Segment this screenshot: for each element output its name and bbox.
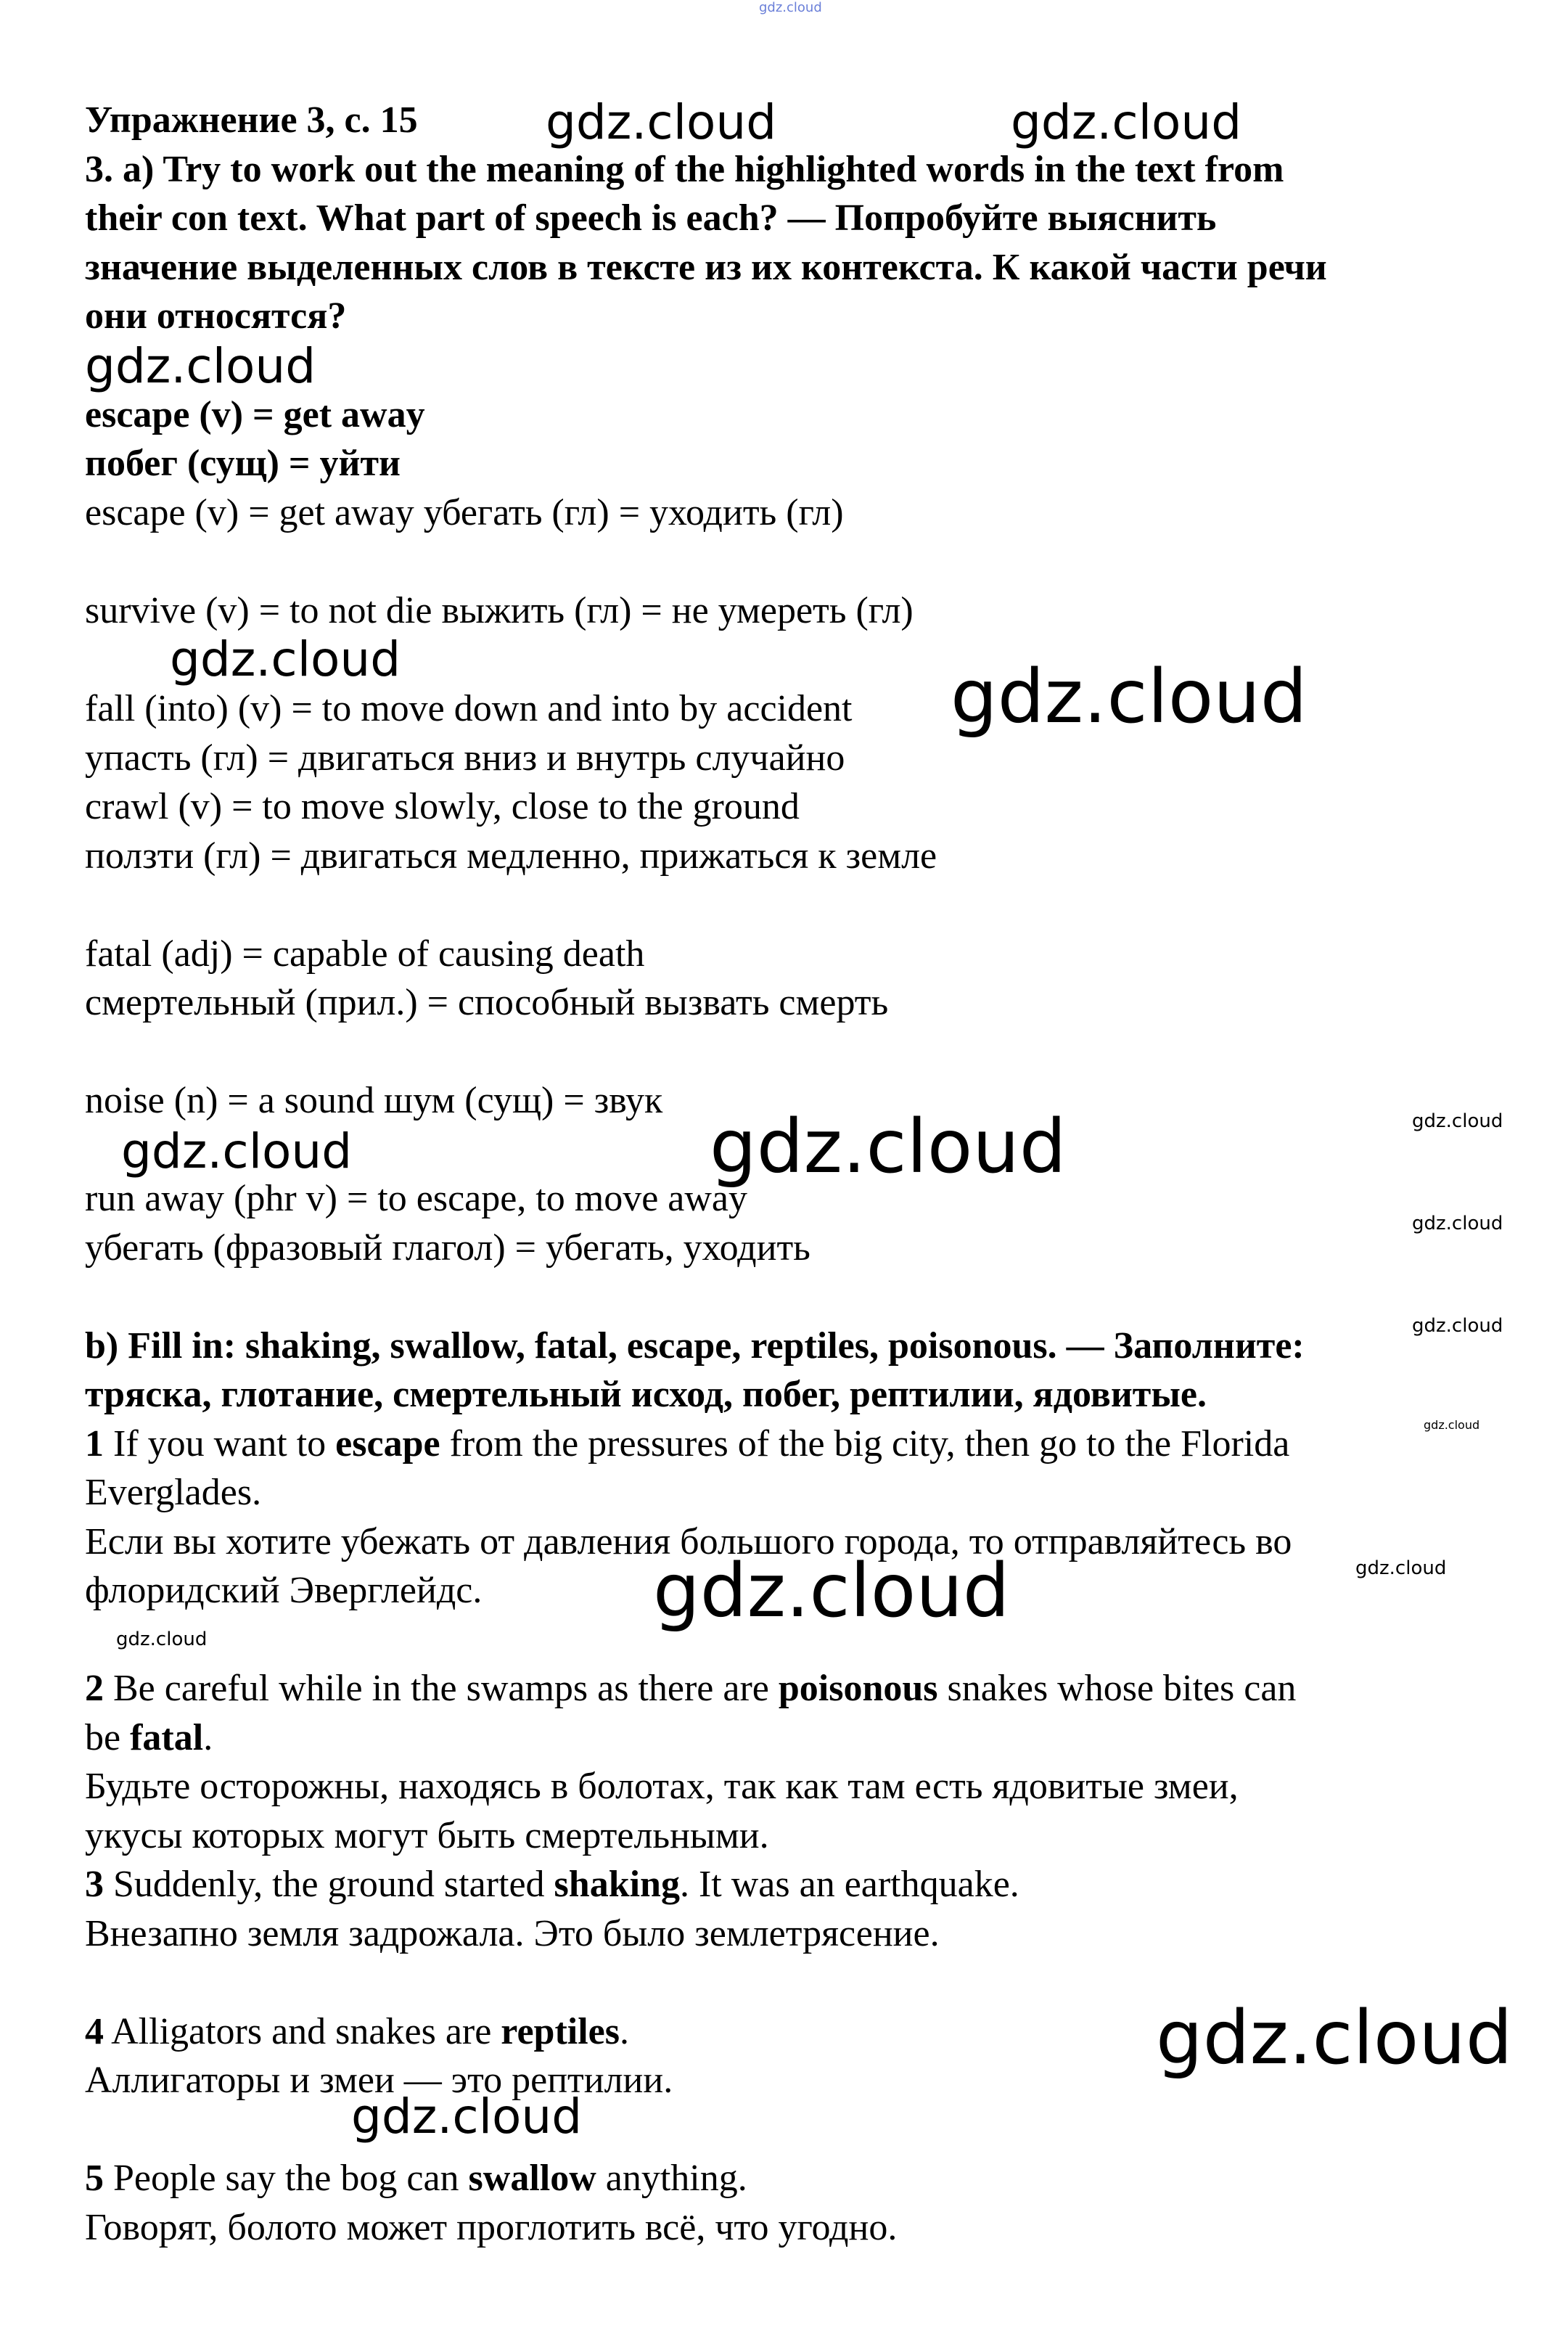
item-1-ru-line-2: флоридский Эверглейдс. [85,1570,483,1611]
part-a-bold-line-2: побег (сущ) = уйти [85,443,401,484]
instruction-b-line-1: b) Fill in: shaking, swallow, fatal, escape, reptiles, poisonous. — Заполните: [85,1325,1305,1367]
part-a-line-runaway-en: run away (phr v) = to escape, to move away [85,1178,747,1219]
watermark: gdz.cloud [351,2089,583,2144]
watermark: gdz.cloud [121,1123,353,1179]
exercise-title: Упражнение 3, с. 15 [85,99,418,141]
watermark: gdz.cloud [1424,1418,1480,1432]
watermark: gdz.cloud [85,338,316,394]
item-2-ru-line-1: Будьте осторожны, находясь в болотах, так как там есть ядовитые змеи, [85,1766,1239,1807]
item-5-ru-line-1: Говорят, болото может проглотить всё, что угодно. [85,2207,898,2248]
instruction-a-line-1: 3. a) Try to work out the meaning of the highlighted words in the text from [85,149,1284,190]
watermark: gdz.cloud [951,654,1308,740]
watermark: gdz.cloud [710,1104,1067,1190]
item-1-number: 1 [85,1423,104,1464]
item-1-en-line-1: 1 If you want to escape from the pressures of the big city, then go to the Florida [85,1423,1290,1464]
watermark-top: gdz.cloud [759,0,822,15]
item-1-en-line-2: Everglades. [85,1472,262,1513]
item-4-ru-line-1: Аллигаторы и змеи — это рептилии. [85,2060,673,2101]
part-a-line-crawl-ru: ползти (гл) = двигаться медленно, прижаться к земле [85,835,937,877]
part-a-line-survive: survive (v) = to not die выжить (гл) = не умереть (гл) [85,590,914,631]
item-4-number: 4 [85,2011,104,2052]
part-a-line-crawl-en: crawl (v) = to move slowly, close to the ground [85,786,800,827]
item-3-number: 3 [85,1864,104,1905]
item-5-en-line-1: 5 People say the bog can swallow anything. [85,2158,747,2199]
item-3-keyword: shaking [554,1864,680,1905]
item-2-keyword-fatal: fatal [130,1717,204,1758]
item-3-ru-line-1: Внезапно земля задрожала. Это было землетрясение. [85,1913,940,1954]
item-2-number: 2 [85,1668,104,1709]
item-1-ru-line-1: Если вы хотите убежать от давления большого города, то отправляйтесь во [85,1521,1292,1562]
part-a-line-fall-ru: упасть (гл) = двигаться вниз и внутрь случайно [85,737,845,779]
instruction-a-line-3: значение выделенных слов в тексте из их контекста. К какой части речи [85,247,1327,288]
watermark: gdz.cloud [1011,94,1242,150]
item-3-en-line-1: 3 Suddenly, the ground started shaking. It was an earthquake. [85,1864,1019,1905]
watermark: gdz.cloud [1412,1110,1503,1132]
part-a-line-fatal-ru: смертельный (прил.) = способный вызвать смерть [85,982,889,1023]
part-a-line-runaway-ru: убегать (фразовый глагол) = убегать, уходить [85,1227,810,1269]
watermark: gdz.cloud [1156,1995,1513,2081]
item-5-number: 5 [85,2158,104,2199]
part-a-line-fall-en: fall (into) (v) = to move down and into by accident [85,688,853,729]
part-a-line-fatal-en: fatal (adj) = capable of causing death [85,933,645,975]
watermark: gdz.cloud [1412,1315,1503,1337]
item-2-ru-line-2: укусы которых могут быть смертельными. [85,1815,769,1856]
item-5-keyword: swallow [468,2158,596,2199]
watermark: gdz.cloud [653,1548,1010,1634]
item-2-keyword-poisonous: poisonous [778,1668,938,1709]
item-1-keyword: escape [335,1423,440,1464]
item-4-en-line-1: 4 Alligators and snakes are reptiles. [85,2011,629,2052]
item-2-en-line-2: be fatal. [85,1717,213,1758]
watermark: gdz.cloud [116,1629,208,1650]
part-a-line-noise: noise (n) = a sound шум (сущ) = звук [85,1080,663,1121]
watermark: gdz.cloud [170,631,401,687]
instruction-b-line-2: тряска, глотание, смертельный исход, побег, рептилии, ядовитые. [85,1374,1207,1415]
watermark: gdz.cloud [546,94,777,150]
part-a-bold-line-1: escape (v) = get away [85,394,425,435]
watermark: gdz.cloud [1355,1557,1447,1579]
item-4-keyword: reptiles [501,2011,620,2052]
watermark: gdz.cloud [1412,1213,1503,1234]
instruction-a-line-4: они относятся? [85,295,347,337]
part-a-line-escape: escape (v) = get away убегать (гл) = уходить (гл) [85,492,844,533]
instruction-a-line-2: their con text. What part of speech is each? — Попробуйте выяснить [85,197,1217,239]
item-2-en-line-1: 2 Be careful while in the swamps as there are poisonous snakes whose bites can [85,1668,1297,1709]
